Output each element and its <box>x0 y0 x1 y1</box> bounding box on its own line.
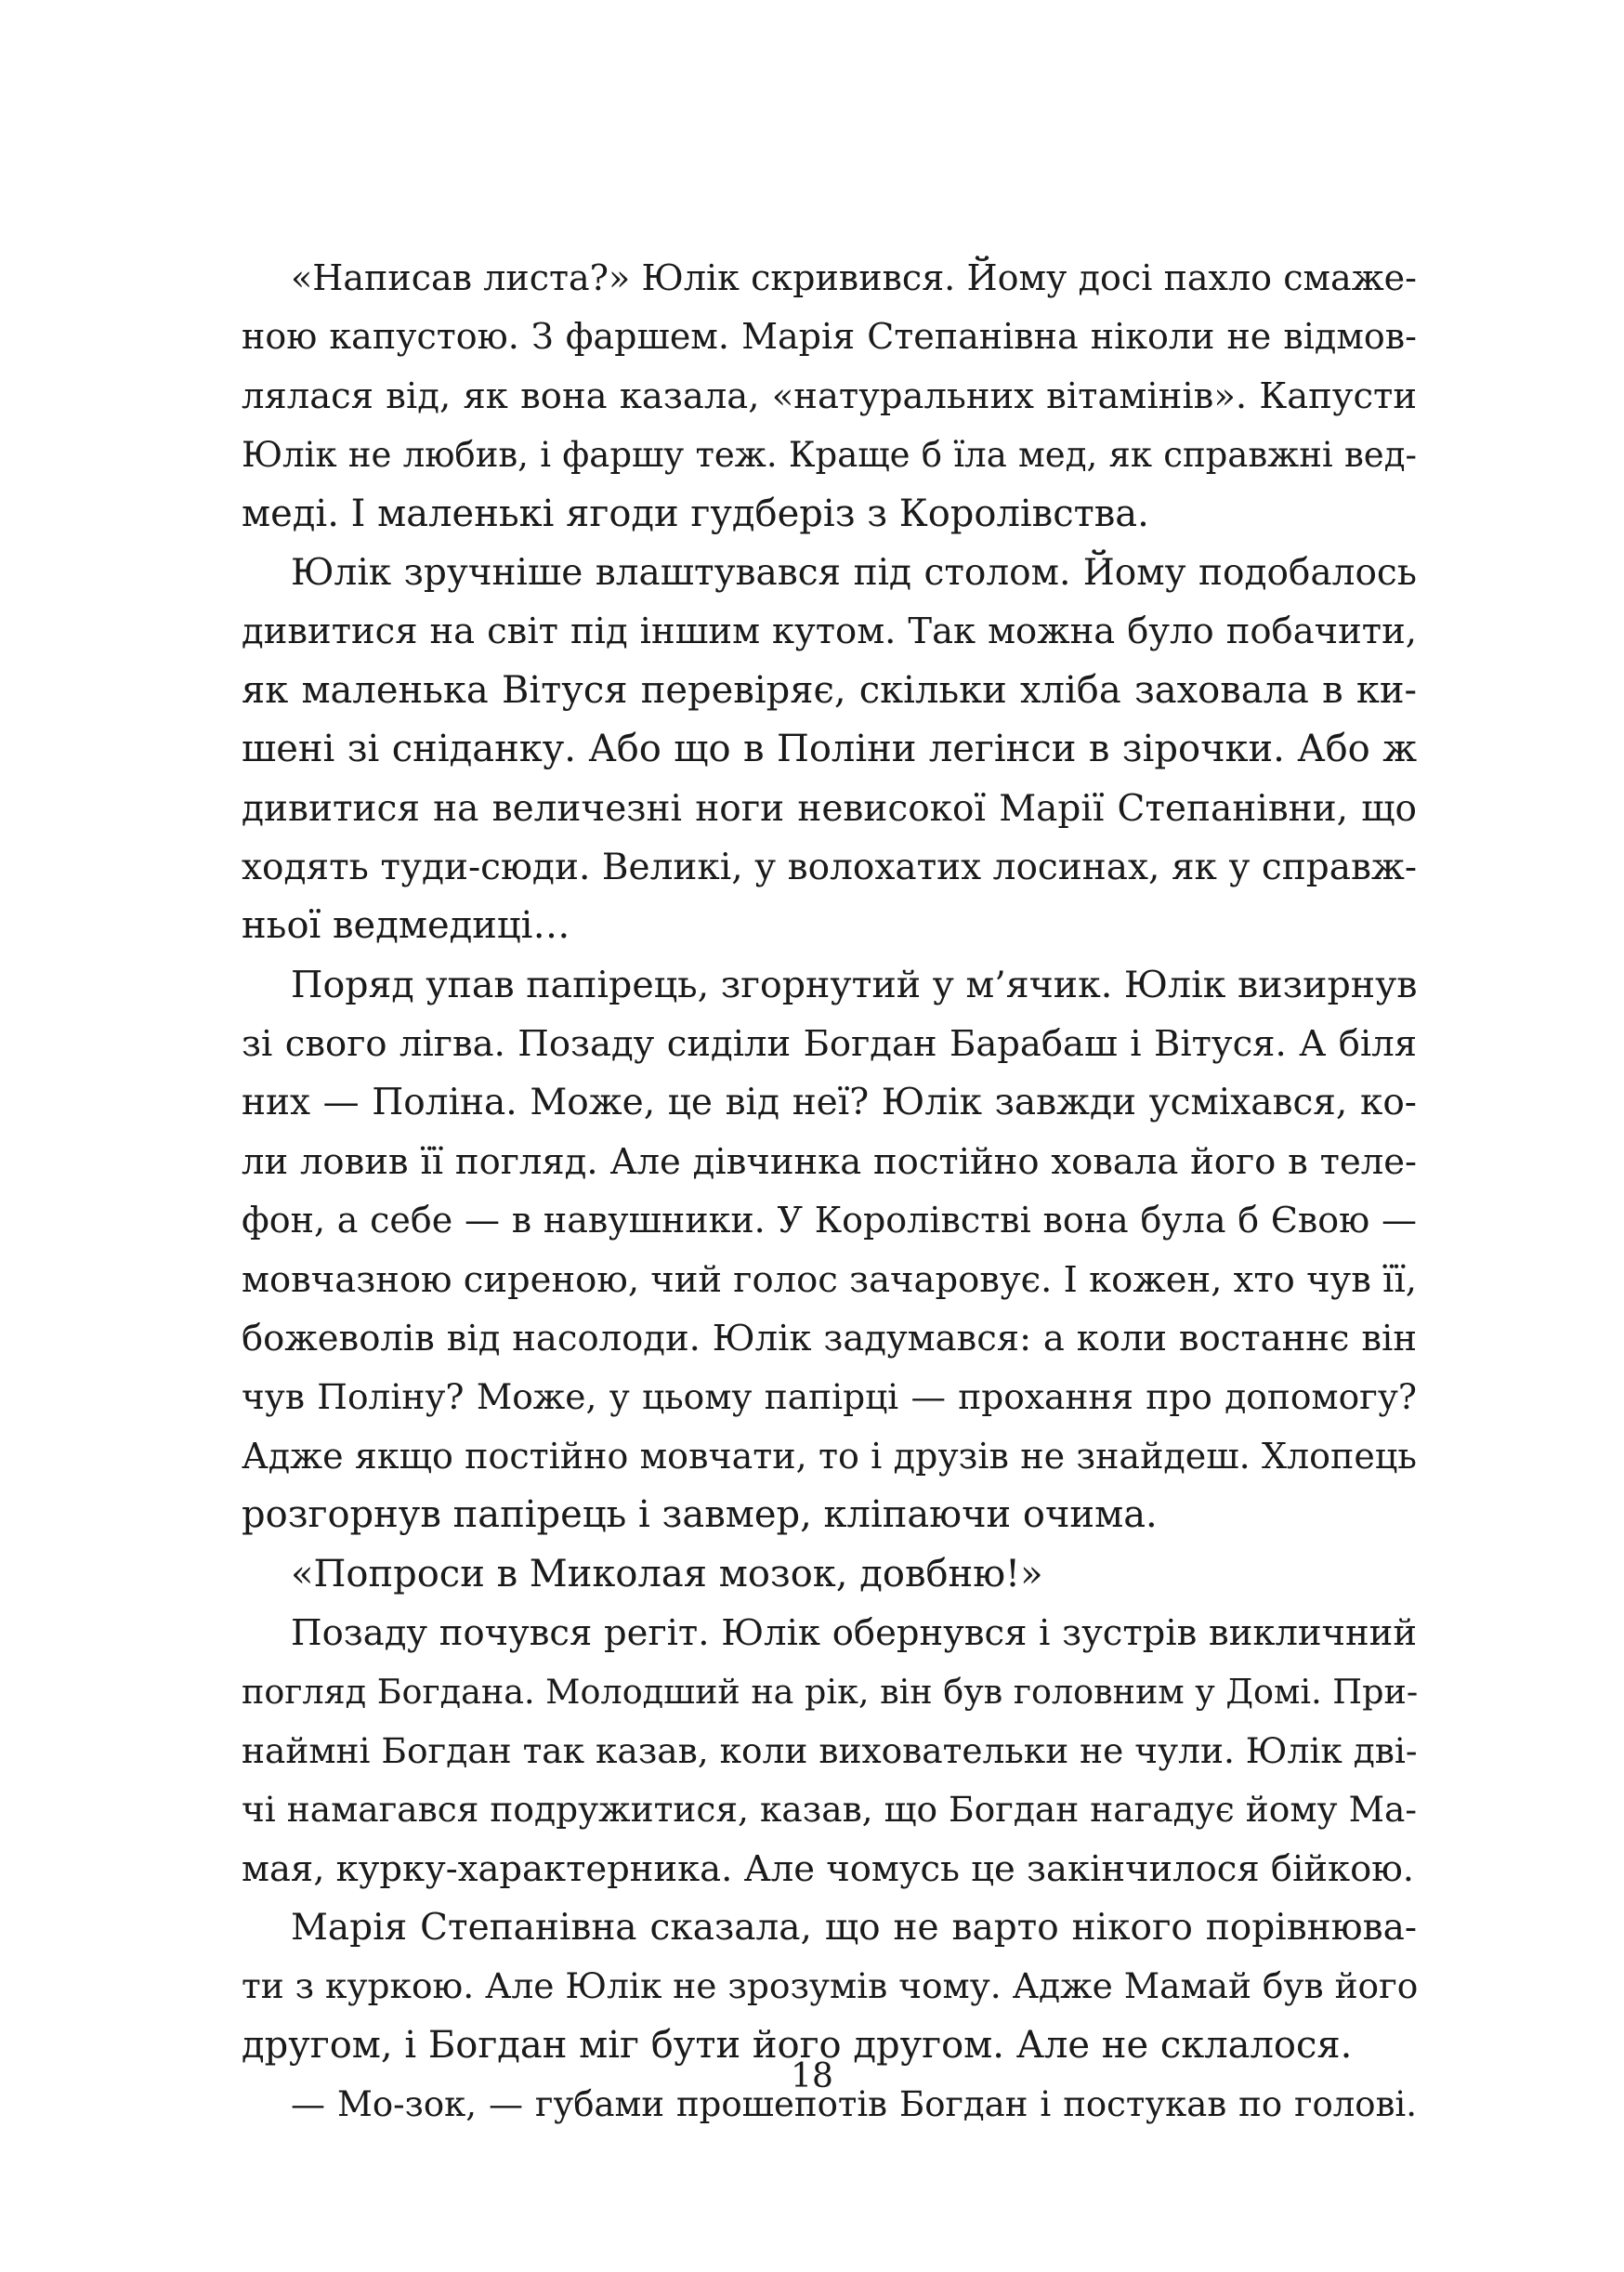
text-line: зі свого лігва. Позаду сиділи Богдан Барабаш і Вітуся. А біля <box>242 1023 1417 1066</box>
text-line: дивитися на світ під іншим кутом. Так можна було побачити, <box>242 611 1417 653</box>
text-line: ходять туди-сюди. Великі, у волохатих лосинах, як у справж- <box>242 846 1417 888</box>
text-line: погляд Богдана. Молодший на рік, він був головним у Домі. При- <box>242 1672 1419 1713</box>
text-line: «Попроси в Миколая мозок, довбню!» <box>291 1552 1043 1596</box>
text-line: ньої ведмедиці… <box>242 904 570 948</box>
text-line: ти з куркою. Але Юлік не зрозумів чому. Адже Мамай був його <box>242 1965 1419 2007</box>
text-line: другом, і Богдан міг бути його другом. Але не склалося. <box>242 2023 1353 2067</box>
text-line: меді. І маленькі ягоди гудберіз з Королівства. <box>242 492 1149 535</box>
text-line: ли ловив її погляд. Але дівчинка постійно ховала його в теле- <box>242 1140 1417 1183</box>
body-text <box>242 249 1417 2134</box>
text-line: мая, курку-характерника. Але чомусь це закінчилося бійкою. <box>242 1847 1415 1890</box>
text-line: «Написав листа?» Юлік скривився. Йому досі пахло смаже- <box>291 257 1417 298</box>
text-line: чув Поліну? Може, у цьому папірці — прохання про допомогу? <box>242 1376 1417 1418</box>
text-line: Марія Степанівна сказала, що не варто нікого порівнюва- <box>291 1906 1417 1949</box>
text-line: розгорнув папірець і завмер, кліпаючи очима. <box>242 1493 1158 1537</box>
text-line: Юлік зручніше влаштувався під столом. Йому подобалось <box>291 551 1417 594</box>
text-line: мовчазною сиреною, чий голос зачаровує. І кожен, хто чув її, <box>242 1258 1417 1301</box>
text-line: Адже якщо постійно мовчати, то і друзів не знайдеш. Хлопець <box>242 1435 1417 1477</box>
text-line: Поряд упав папірець, згорнутий у м’ячик. Юлік визирнув <box>291 963 1418 1006</box>
text-line: — Мо-зок, — губами прошепотів Богдан і постукав по голові. <box>291 2084 1417 2125</box>
text-line: як маленька Вітуся перевіряє, скільки хліба заховала в ки- <box>242 668 1417 712</box>
text-line: лялася від, як вона казала, «натуральних вітамінів». Капусти <box>242 374 1417 417</box>
text-line: Юлік не любив, і фаршу теж. Краще б їла мед, як справжні вед- <box>242 435 1417 476</box>
text-line: дивитися на величезні ноги невисокої Марії Степанівни, що <box>242 787 1417 830</box>
text-line: чі намагався подружитися, казав, що Богдан нагадує йому Ма- <box>242 1789 1417 1831</box>
text-line: божеволів від насолоди. Юлік задумався: а коли востаннє він <box>242 1318 1417 1360</box>
text-line: ною капустою. З фаршем. Марія Степанівна ніколи не відмов- <box>242 316 1417 358</box>
text-line: шені зі сніданку. Або що в Поліни легінси в зірочки. Або ж <box>242 728 1417 771</box>
text-line: наймні Богдан так казав, коли виховательки не чули. Юлік дві- <box>242 1729 1418 1771</box>
text-line: фон, а себе — в навушники. У Королівстві вона була б Євою — <box>242 1200 1417 1241</box>
text-line: Позаду почувся регіт. Юлік обернувся і зустрів викличний <box>291 1611 1417 1654</box>
page-number: 18 <box>791 2057 833 2095</box>
text-line: них — Поліна. Може, це від неї? Юлік завжди усміхався, ко- <box>242 1082 1417 1124</box>
